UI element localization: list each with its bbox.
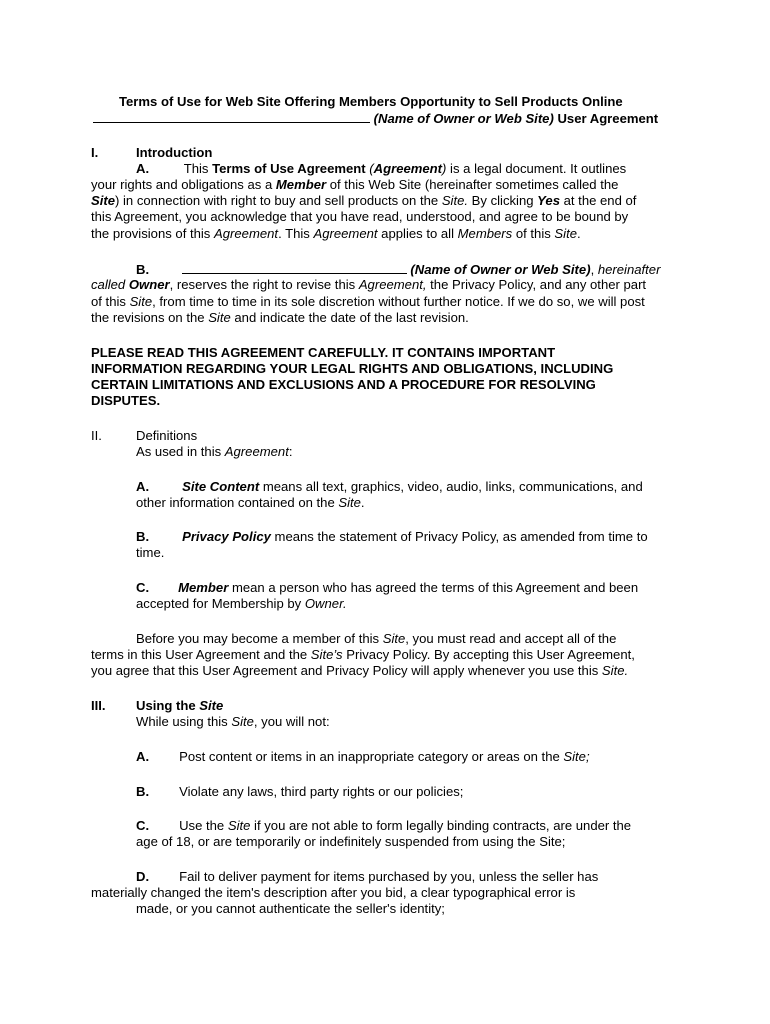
rule-d-line-1: D. Fail to deliver payment for items purchased by you, unless the seller has (136, 869, 599, 884)
section-1a-line-4: this Agreement, you acknowledge that you have read, understood, and agree to be bound by (91, 209, 629, 224)
title-suffix: User Agreement (553, 111, 659, 126)
section-1b-line-3: of this Site, from time to time in its sole discretion without further notice. If we do so, we will post (91, 294, 645, 309)
item-label: A. (136, 749, 150, 764)
definition-privacy-policy-line-2: time. (136, 545, 165, 560)
notice-line-1: PLEASE READ THIS AGREEMENT CAREFULLY. IT CONTAINS IMPORTANT (91, 345, 556, 360)
item-label: B. (136, 262, 150, 277)
name-placeholder: (Name of Owner or Web Site) (373, 111, 554, 126)
definition-member-line-1: C. Member mean a person who has agreed the terms of this Agreement and been (136, 580, 639, 595)
section-2-para-line-2: terms in this User Agreement and the Site’s Privacy Policy. By accepting this User Agreement, (91, 647, 635, 662)
owner-name-blank (182, 261, 407, 274)
document-title: Terms of Use for Web Site Offering Members Opportunity to Sell Products Online (119, 94, 623, 109)
section-1b-line-1: B. (Name of Owner or Web Site), hereinafter (136, 262, 661, 277)
item-label: D. (136, 869, 150, 884)
section-2-para-line-1: Before you may become a member of this Site, you must read and accept all of the (136, 631, 617, 646)
section-1a-line-5: the provisions of this Agreement. This Agreement applies to all Members of this Site. (91, 226, 581, 241)
name-blank (93, 110, 370, 123)
section-1-heading: Introduction (136, 145, 213, 160)
section-2-heading: Definitions (136, 428, 198, 443)
definition-site-content-line-1: A. Site Content means all text, graphics, video, audio, links, communications, and (136, 479, 643, 494)
notice-line-4: DISPUTES. (91, 393, 161, 408)
section-1a-line-3: Site) in connection with right to buy and sell products on the Site. By clicking Yes at the end of (91, 193, 637, 208)
section-3-number: III. (91, 698, 106, 713)
rule-d-line-3: made, or you cannot authenticate the seller's identity; (136, 901, 445, 916)
section-3-intro: While using this Site, you will not: (136, 714, 330, 729)
definition-member-line-2: accepted for Membership by Owner. (136, 596, 347, 611)
section-2-number: II. (91, 428, 102, 443)
item-label: A. (136, 479, 150, 494)
item-label: B. (136, 529, 150, 544)
section-1b-line-2: called Owner, reserves the right to revise this Agreement, the Privacy Policy, and any other part (91, 277, 647, 292)
title-line-2 (93, 110, 658, 127)
rule-c-line-2: age of 18, or are temporarily or indefinitely suspended from using the Site; (136, 834, 566, 849)
section-3-heading: Using the Site (136, 698, 224, 713)
section-1-number: I. (91, 145, 99, 160)
item-label: C. (136, 818, 150, 833)
rule-a: A. Post content or items in an inappropriate category or areas on the Site; (136, 749, 590, 764)
item-label: C. (136, 580, 150, 595)
section-2-para-line-3: you agree that this User Agreement and Privacy Policy will apply whenever you use this Site. (91, 663, 629, 678)
section-1b-line-4: the revisions on the Site and indicate the date of the last revision. (91, 310, 469, 325)
section-1a-line-1: A. This Terms of Use Agreement (Agreement) is a legal document. It outlines (136, 161, 627, 176)
section-2-intro: As used in this Agreement: (136, 444, 293, 459)
item-label: B. (136, 784, 150, 799)
definition-privacy-policy-line-1: B. Privacy Policy means the statement of Privacy Policy, as amended from time to (136, 529, 648, 544)
rule-b: B. Violate any laws, third party rights or our policies; (136, 784, 464, 799)
item-label: A. (136, 161, 150, 176)
rule-c-line-1: C. Use the Site if you are not able to form legally binding contracts, are under the (136, 818, 632, 833)
notice-line-3: CERTAIN LIMITATIONS AND EXCLUSIONS AND A PROCEDURE FOR RESOLVING (91, 377, 596, 392)
section-1a-line-2: your rights and obligations as a Member of this Web Site (hereinafter sometimes called the (91, 177, 619, 192)
rule-d-line-2: materially changed the item's description after you bid, a clear typographical error is (91, 885, 576, 900)
definition-site-content-line-2: other information contained on the Site. (136, 495, 365, 510)
notice-line-2: INFORMATION REGARDING YOUR LEGAL RIGHTS AND OBLIGATIONS, INCLUDING (91, 361, 614, 376)
